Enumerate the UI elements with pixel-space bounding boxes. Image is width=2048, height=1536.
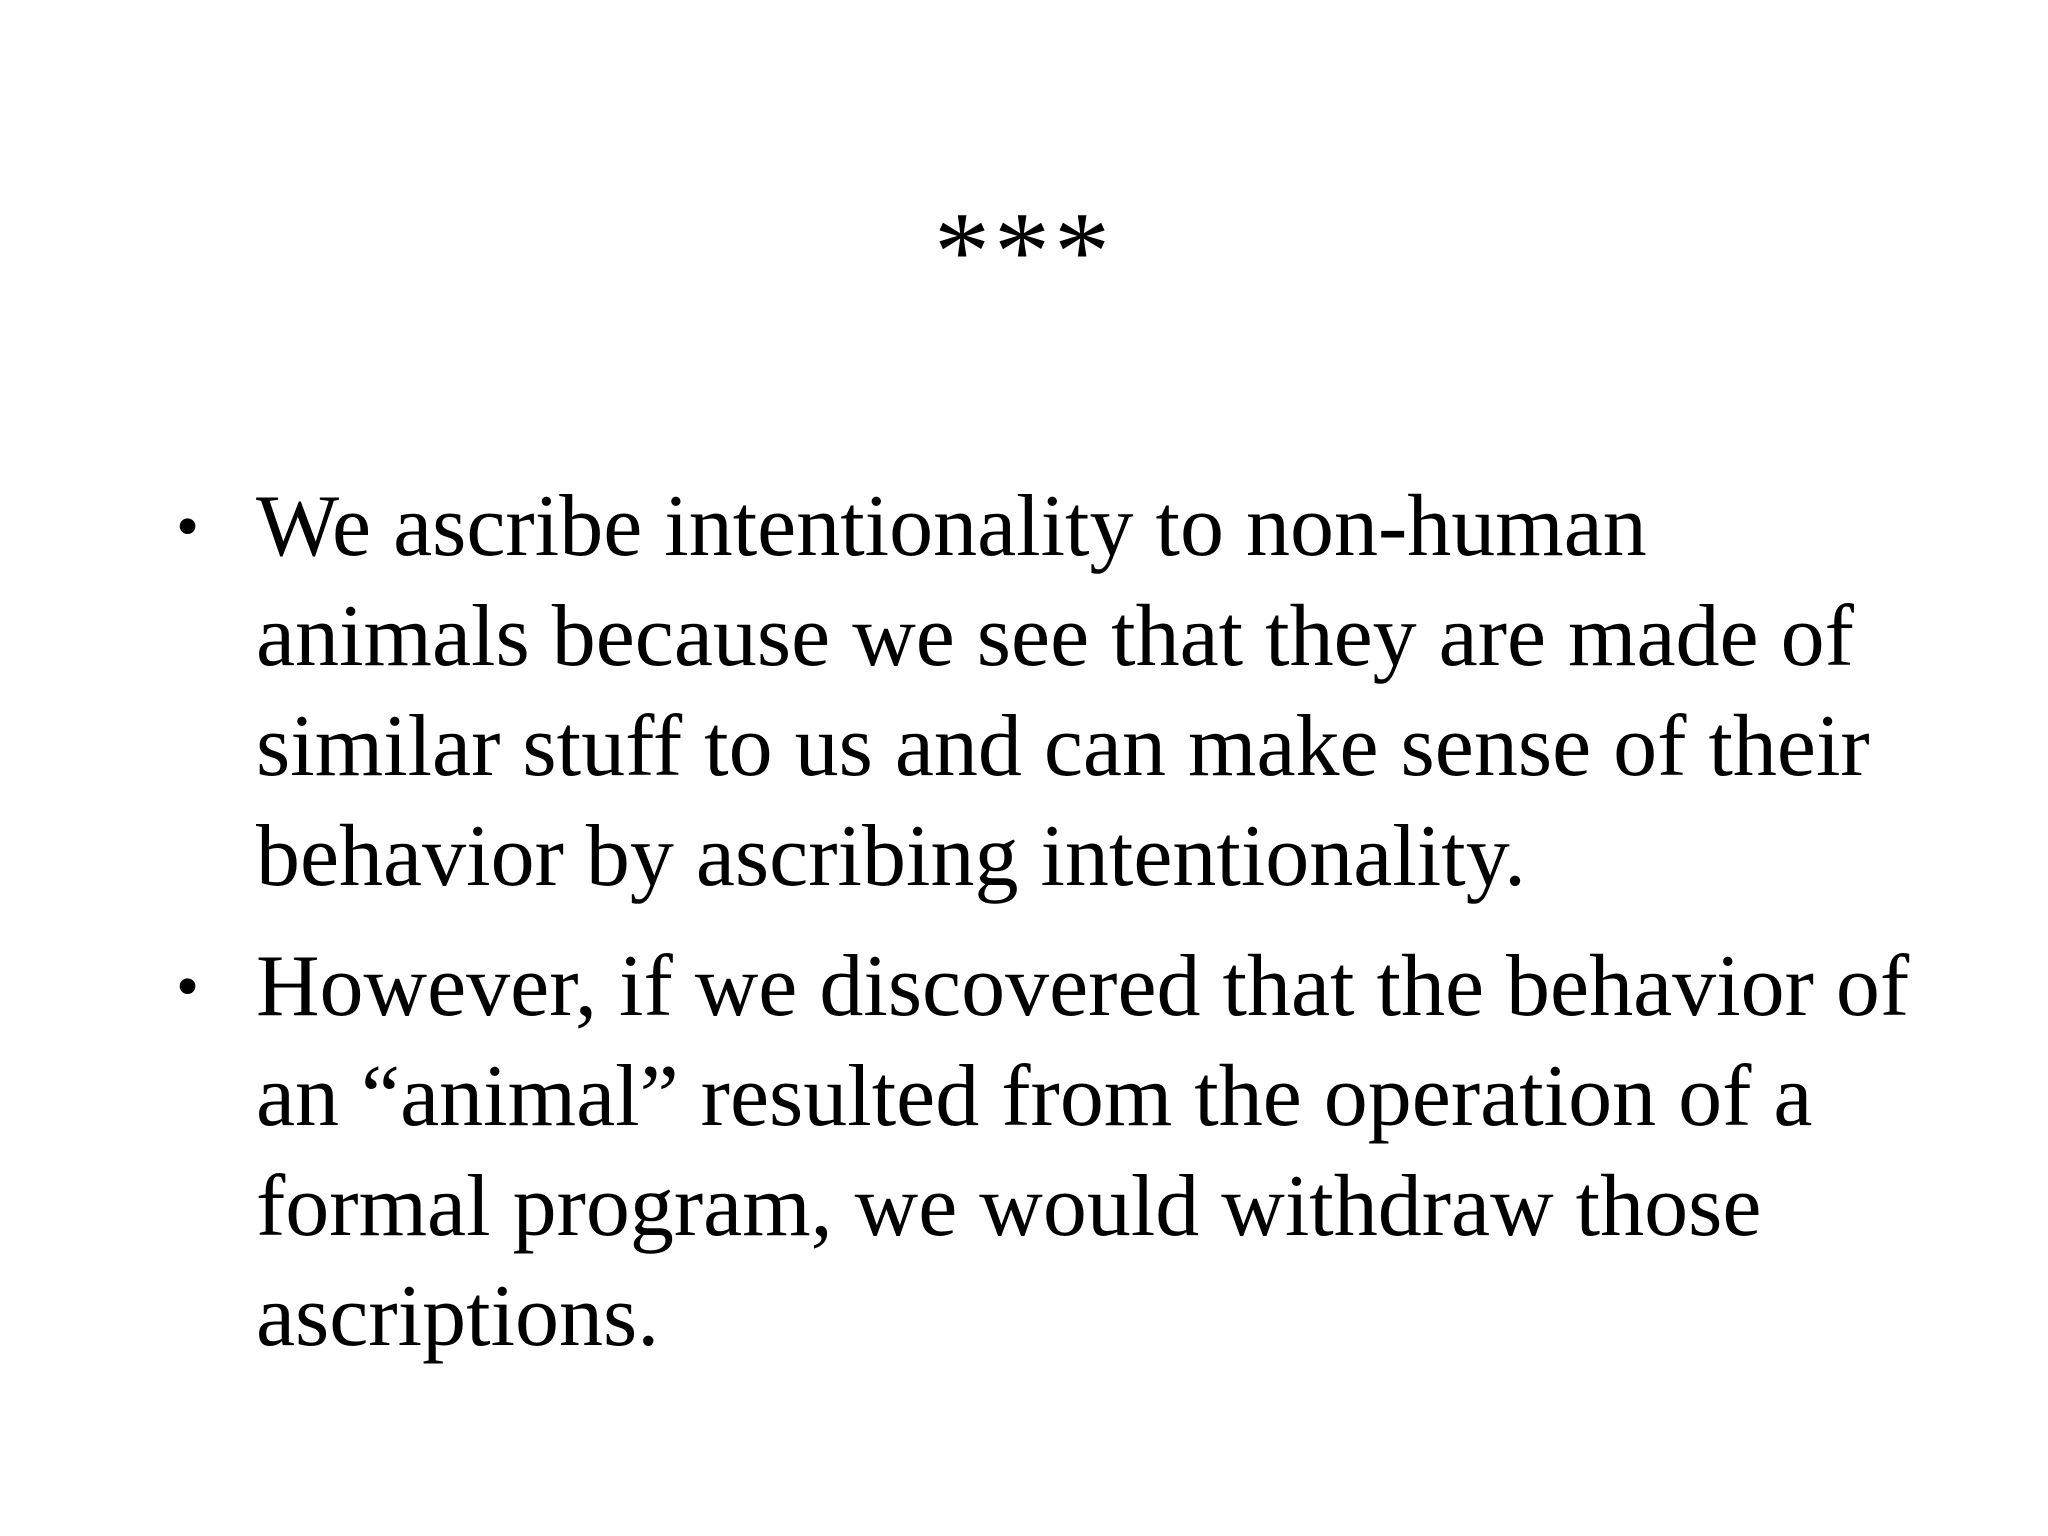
bullet-marker: • [176, 490, 200, 563]
bullet-text: We ascribe intentionality to non-human animals because we see that they are made of similar stuff to us and can make sense of their behavior by ascribing intentionality. [256, 478, 1870, 905]
slide-title: *** [934, 190, 1114, 314]
bullet-text: However, if we discovered that the behavior of an “animal” resulted from the operation of a formal program, we would withdraw those ascriptions. [256, 938, 1910, 1365]
bullet-marker: • [176, 950, 200, 1023]
bullet-item [176, 932, 1916, 1372]
bullet-list [176, 472, 1916, 1372]
bullet-item [176, 472, 1916, 912]
